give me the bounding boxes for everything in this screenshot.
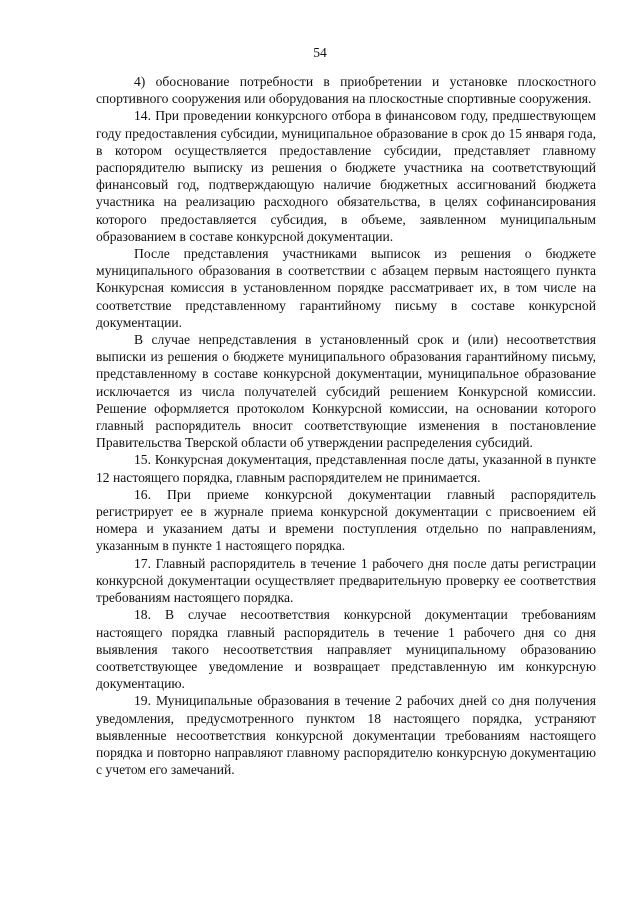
paragraph-clause-19: 19. Муниципальные образования в течение 2 рабочих дней со дня получения уведомления, предусмотренного пунктом 18 настоящего порядка, устраняют выявленные несоответствия конкурсной документации требованиям настоящего порядка и повторно направляют главному распорядителю конкурсную документацию с учетом его замечаний. xyxy=(96,693,596,778)
paragraph-clause-15: 15. Конкурсная документация, представленная после даты, указанной в пункте 12 настоящего порядка, главным распорядителем не принимается. xyxy=(96,452,596,485)
paragraph-clause-16: 16. При приеме конкурсной документации главный распорядитель регистрирует ее в журнале приема конкурсной документации с присвоением ей номера и указанием даты и времени поступления отдельно по направлениям, указанным в пункте 1 настоящего порядка. xyxy=(96,486,596,554)
paragraph-clause-18: 18. В случае несоответствия конкурсной документации требованиям настоящего порядка главный распорядитель в течение 1 рабочего дня со дня выявления такого несоответствия направляет муниципальному образованию соответствующее уведомление и возвращает представленную им конкурсную документацию. xyxy=(96,607,596,692)
paragraph-clause-14-review: После представления участниками выписок из решения о бюджете муниципального образования в соответствии с абзацем первым настоящего пункта Конкурсная комиссия в установленном порядке рассматривает их, в том числе на соответствие представленному гарантийному письму в составе конкурсной документации. xyxy=(96,246,596,330)
paragraph-clause-17: 17. Главный распорядитель в течение 1 рабочего дня после даты регистрации конкурсной документации осуществляет предварительную проверку ее соответствия требованиям настоящего порядка. xyxy=(96,555,596,606)
paragraph-item-4: 4) обоснование потребности в приобретении и установке плоскостного спортивного сооружения или оборудования на плоскостные спортивные сооружения. xyxy=(96,74,596,107)
document-body xyxy=(96,73,596,778)
paragraph-clause-14: 14. При проведении конкурсного отбора в финансовом году, предшествующем году предоставления субсидии, муниципальное образование в срок до 15 января года, в котором осуществляется предоставление субсидии, представляет главному распорядителю выписку из решения о бюджете участника на соответствующий финансовый год, подтверждающую наличие бюджетных ассигнований бюджета участника на реализацию расходного обязательства, в целях софинансирования которого предоставляется субсидия, в объеме, заявленном муниципальным образованием в составе конкурсной документации. xyxy=(96,108,596,244)
paragraph-clause-14-exclusion: В случае непредставления в установленный срок и (или) несоответствия выписки из решения о бюджете муниципального образования гарантийному письму, представленному в составе конкурсной документации, муниципальное образование исключается из числа получателей субсидий решением Конкурсной комиссии. Решение оформляется протоколом Конкурсной комиссии, на основании которого главный распорядитель вносит соответствующие изменения в постановление Правительства Тверской области об утверждении распределения субсидий. xyxy=(96,332,596,451)
page-number: 54 xyxy=(313,45,327,60)
